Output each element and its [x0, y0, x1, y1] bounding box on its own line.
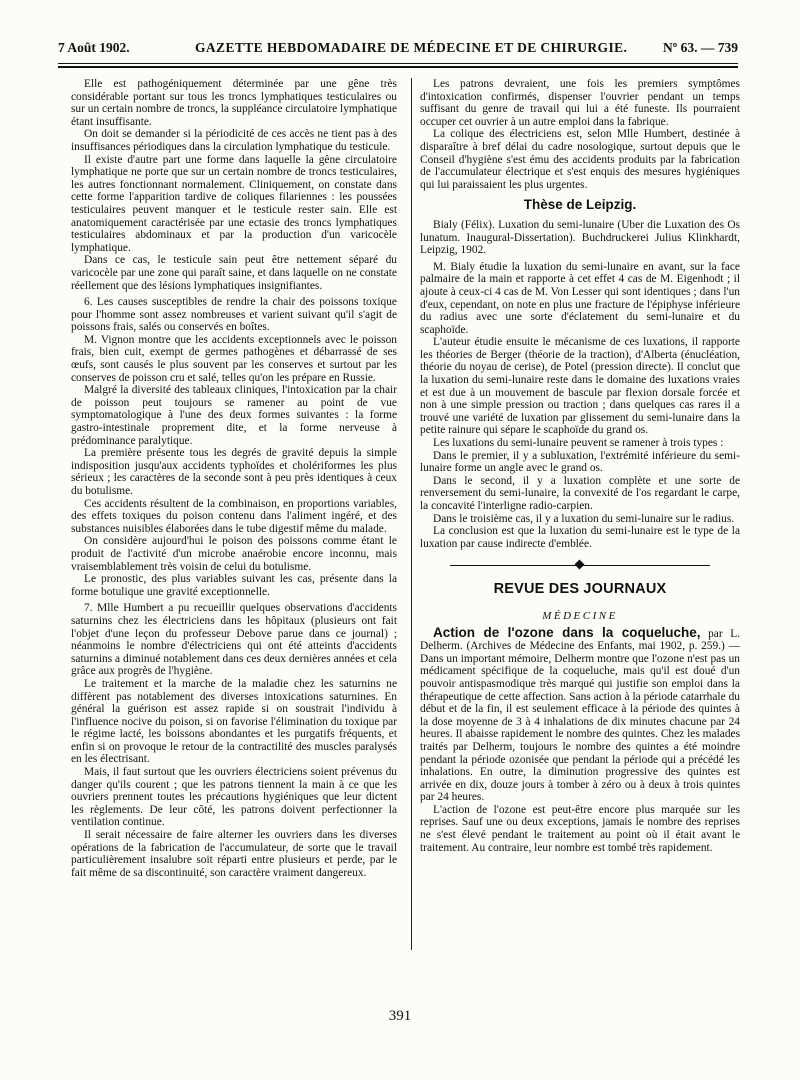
these-reference: Bialy (Félix). Luxation du semi-lunaire (Uber die Luxation des Os lunatum. Inaugural-Dissertation). Buchdruckerei Julius Klinkhardt, Leipzig, 1902. [420, 218, 740, 257]
paragraph: Il serait nécessaire de faire alterner les ouvriers dans les diverses opérations de la fabrication de l'accumulateur, de sorte que le travail particulièrement insalubre soit réparti entre plusieurs et perde, par le fait même de sa discontinuité, son caractère vraiment dangereux. [71, 829, 397, 879]
folio-number: 391 [388, 1008, 412, 1024]
paragraph: Le pronostic, des plus variables suivant les cas, présente dans la forme botulique une gravité exceptionnelle. [71, 573, 397, 598]
paragraph: L'action de l'ozone est peut-être encore plus marquée sur les reprises. Sauf une ou deux exceptions, jamais le nombre des reprises ne s'est élevé pendant le traitement au point où il était avant le traitement. Au contraire, leur nombre est tombé très rapidement. [420, 803, 740, 854]
paragraph: Dans le second, il y a luxation complète et une sorte de renversement du semi-lunaire, la convexité de l'os regardant le carpe, la concavité l'interligne radio-carpien. [420, 474, 740, 512]
header-rule-thick [58, 66, 738, 68]
paragraph: Malgré la diversité des tableaux cliniques, l'intoxication par la chair de poisson peut toujours se ramener au point de vue symptomatologique à l'une des deux formes suivantes : la forme gastro-intestinale proprement dite, et la forme nerveuse à prédominance paralytique. [71, 384, 397, 447]
paragraph: La colique des électriciens est, selon Mlle Humbert, destinée à disparaître à bref délai du cadre nosologique, surtout depuis que le Conseil d'hygiène s'est ému des accidents produits par la fabrication de l'accumulateur électrique et s'est enquis des mesures hygiéniques qui lui paraissaient les plus urgentes. [420, 128, 740, 191]
paragraph: Il existe d'autre part une forme dans laquelle la gêne circulatoire lymphatique ne porte que sur un certain nombre de troncs testiculaires, les autres fonctionnant normalement. Cliniquement, on constate dans cette forme l'apparition tardive de coliques filariennes : les poussées testiculaires peuvent manquer et le testicule rester sain. Elle est anatomiquement caractérisée par une ectasie des troncs lymphatiques testiculaires abdominaux et par la production d'un varicocèle lymphatique. [71, 153, 397, 254]
paragraph: 6. Les causes susceptibles de rendre la chair des poissons toxique pour l'homme sont assez nombreuses et varient suivant qu'il s'agit de poissons frais, salés ou conservés en boîtes. [71, 296, 397, 334]
paragraph: Ces accidents résultent de la combinaison, en proportions variables, des effets toxiques du poison contenu dans l'aliment ingéré, et des substances nuisibles élaborées dans le tube digestif même du malade. [71, 497, 397, 535]
paragraph: Dans le premier, il y a subluxation, l'extrémité inférieure du semi-lunaire forme un angle avec le grand os. [420, 449, 740, 475]
paragraph: La première présente tous les degrés de gravité depuis la simple indisposition jusqu'aux accidents typhoïdes et cholériformes les plus sérieux ; les caractères de la seconde sont à peu près identiques à ceux du botulisme. [71, 447, 397, 497]
paragraph: La conclusion est que la luxation du semi-lunaire est le type de la luxation par cause indirecte d'emblée. [420, 525, 740, 550]
paragraph: On considère aujourd'hui le poison des poissons comme étant le produit de l'activité d'un microbe anaérobie encore inconnu, mais vraisemblablement très voisin de celui du botulisme. [71, 535, 397, 573]
page-header [58, 38, 738, 60]
these-section-title: Thèse de Leipzig. [523, 197, 637, 213]
article-header [420, 624, 740, 804]
paragraph: On doit se demander si la périodicité de ces accès ne tient pas à des insuffisances périodiques dans la circulation lymphatique du testicule. [71, 128, 397, 153]
paragraph: Dans le troisième cas, il y a luxation du semi-lunaire sur le radius. [433, 512, 735, 525]
left-column [71, 78, 397, 879]
column-divider [411, 78, 412, 950]
paragraph: Elle est pathogéniquement déterminée par une gêne très considérable portant sur tous les troncs lymphatiques testiculaires ou sur un certain nombre de troncs, la suppléance circulatoire lymphatique étant insuffisante. [71, 78, 397, 128]
right-column [420, 78, 740, 854]
article-title: Action de l'ozone dans la coqueluche, [433, 624, 701, 640]
section-ornament [420, 559, 740, 571]
subsection-heading: MÉDECINE [542, 609, 618, 622]
paragraph: L'auteur étudie ensuite le mécanisme de ces luxations, il rapporte les théories de Berger (théorie de la traction), d'Alberta (énucléation, théorie du noyau de cerise), de Potel (pression directe). Il conclut que la luxation du semi-lunaire reste dans le domaine des luxations vraies et est due à un mouvement de bascule par flexion dorsale forcée et non à une simple pression ou traction ; dans quelques cas rares il a trouvé une variété de luxation par glissement du semi-lunaire dans la petite rainure qui sépare le scaphoïde du grand os. [420, 336, 740, 437]
paragraph: M. Bialy étudie la luxation du semi-lunaire en avant, sur la face palmaire de la main et rapporte à cet effet 4 cas de M. Eigenhodt ; il ajoute à ceux-ci 4 cas de M. Von Lesser qui sont identiques ; dans l'un d'eux, cependant, on note en plus une fracture de l'épiphyse inférieure du radius avec une sorte d'éclatement du semi-lunaire et du scaphoïde. [420, 260, 740, 336]
issue-page-number: Nº 63. — 739 [663, 40, 738, 55]
ornament-diamond [575, 560, 585, 570]
issue-date: 7 Août 1902. [58, 40, 130, 55]
article-reference: par L. Delherm. (Archives de Médecine des Enfants, mai 1902, p. 259.) — Dans un important mémoire, Delherm montre que l'ozone n'est pas un médicament spécifique de la coqueluche, mais qu'il est doué d'un pouvoir antispasmodique très marqué qui justifie son emploi dans la thérapeutique de cette affection. Sans action à la période catarrhale du début et de la fin, il est seulement efficace à la période des quintes à la dose moyenne de 3 à 4 inhalations de dix minutes chacune par 24 heures. Il abaisse rapidement le nombre des quintes. Chez les malades traités par Delherm, toujours le nombre des quintes a été moindre pendant la période ozonisée que pendant la période qui a précédé les inhalations. En outre, la diminution progressive des quintes est arrivée en dix, douze jours à tomber à zéro ou à deux à trois quintes par 24 heures. [420, 627, 740, 804]
paragraph: Dans ce cas, le testicule sain peut être nettement séparé du varicocèle par une zone qui paraît saine, et dans laquelle on ne constate réellement que des lésions lymphatiques insignifiantes. [71, 254, 397, 292]
journal-title: GAZETTE HEBDOMADAIRE DE MÉDECINE ET DE CHIRURGIE. [195, 40, 628, 55]
paragraph: 7. Mlle Humbert a pu recueillir quelques observations d'accidents saturnins chez les électriciens dans les hôpitaux (plusieurs ont fait l'objet d'une leçon du professeur Debove parue dans ce journal) ; néanmoins le nombre d'électriciens qui ont été atteints d'accidents saturnins a diminué notablement dans ces deux dernières années et cela grâce aux progrès de l'hygiène. [71, 602, 397, 678]
paragraph: Le traitement et la marche de la maladie chez les saturnins ne diffèrent pas notablement des diverses intoxications saturnines. En général la guérison est assez rapide si on soustrait l'individu à l'influence nocive du poison, si on favorise l'élimination du toxique par le régime lacté, les boissons abondantes et les purgatifs fréquents, et enfin si on provoque le retour de la contractilité des muscles paralysés en les électrisant. [71, 677, 397, 766]
paragraph: Les patrons devraient, une fois les premiers symptômes d'intoxication confirmés, dispenser l'ouvrier pendant un temps suffisant du genre de travail qui lui a été funeste. Ils pourraient occuper cet ouvrier à un autre emploi dans la fabrique. [420, 78, 740, 128]
revue-section-title: REVUE DES JOURNAUX [493, 581, 667, 598]
paragraph: Mais, il faut surtout que les ouvriers électriciens soient prévenus du danger qu'ils courent ; que les patrons tiennent la main à ce que les ouvriers prennent toutes les précautions hygiéniques que leur dictent les règlements. De leur côté, les patrons doivent perfectionner la ventilation continue. [71, 766, 397, 829]
header-rule-thin [58, 63, 738, 64]
paragraph: M. Vignon montre que les accidents exceptionnels avec le poisson frais, bien cuit, exempt de germes pathogènes et débarrassé de ses œufs, sont causés le plus souvent par les conserves et surtout par les conserves de poisson cru et salé, telles qu'on les prépare en Russie. [71, 333, 397, 384]
paragraph: Les luxations du semi-lunaire peuvent se ramener à trois types : [433, 437, 724, 450]
